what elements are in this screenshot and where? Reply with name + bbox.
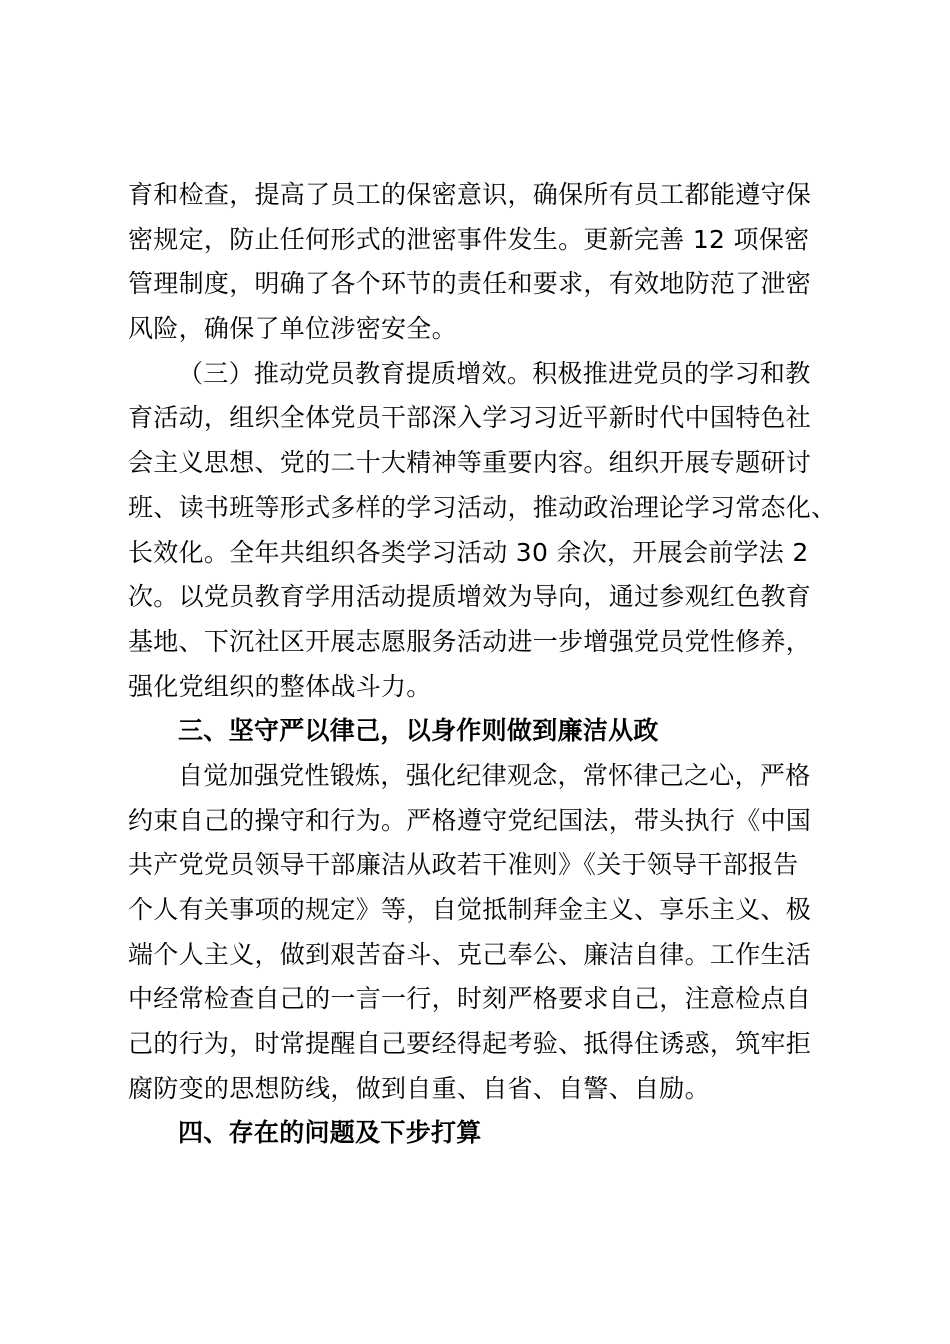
text-line: 端个人主义，做到艰苦奋斗、克己奉公、廉洁自律。工作生活: [128, 939, 812, 969]
text-line: 腐防变的思想防线，做到自重、自省、自警、自励。: [128, 1073, 710, 1103]
section-heading-4: 四、存在的问题及下步打算: [178, 1118, 482, 1148]
text-line: 己的行为，时常提醒自己要经得起考验、抵得住诱惑，筑牢拒: [128, 1029, 812, 1059]
text-line: 共产党党员领导干部廉洁从政若干准则》《关于领导干部报告: [128, 850, 799, 880]
text-line: 育和检查，提高了员工的保密意识，确保所有员工都能遵守保: [128, 180, 812, 209]
section-heading-3: 三、坚守严以律己，以身作则做到廉洁从政: [178, 716, 659, 746]
text-line: 自觉加强党性锻炼，强化纪律观念，常怀律己之心，严格: [178, 760, 811, 790]
paragraph-1: [128, 173, 844, 352]
text-line: 风险，确保了单位涉密安全。: [128, 314, 457, 344]
text-line: 个人有关事项的规定》等，自觉抵制拜金主义、享乐主义、极: [128, 895, 812, 924]
text-line: 中经常检查自己的一言一行，时刻严格要求自己，注意检点自: [128, 984, 812, 1014]
text-line: 育活动，组织全体党员干部深入学习习近平新时代中国特色社: [128, 403, 812, 433]
text-line: 强化党组织的整体战斗力。: [128, 671, 432, 701]
text-line: 基地、下沉社区开展志愿服务活动进一步增强党员党性修养，: [128, 626, 812, 656]
document-body: [128, 173, 844, 1156]
text-line: 次。以党员教育学用活动提质增效为导向，通过参观红色教育: [128, 582, 812, 612]
paragraph-3: [128, 754, 844, 1112]
paragraph-2: [128, 352, 844, 710]
text-line: （三）推动党员教育提质增效。积极推进党员的学习和教: [178, 358, 811, 388]
text-line: 密规定，防止任何形式的泄密事件发生。更新完善 12 项保密: [128, 224, 810, 254]
text-line: 长效化。全年共组织各类学习活动 30 余次，开展会前学法 2: [128, 537, 809, 567]
text-line: 约束自己的操守和行为。严格遵守党纪国法，带头执行《中国: [128, 805, 812, 835]
text-line: 会主义思想、党的二十大精神等重要内容。组织开展专题研讨: [128, 448, 812, 478]
text-line: 管理制度，明确了各个环节的责任和要求，有效地防范了泄密: [128, 269, 812, 299]
text-line: 班、读书班等形式多样的学习活动，推动政治理论学习常态化、: [128, 492, 837, 522]
